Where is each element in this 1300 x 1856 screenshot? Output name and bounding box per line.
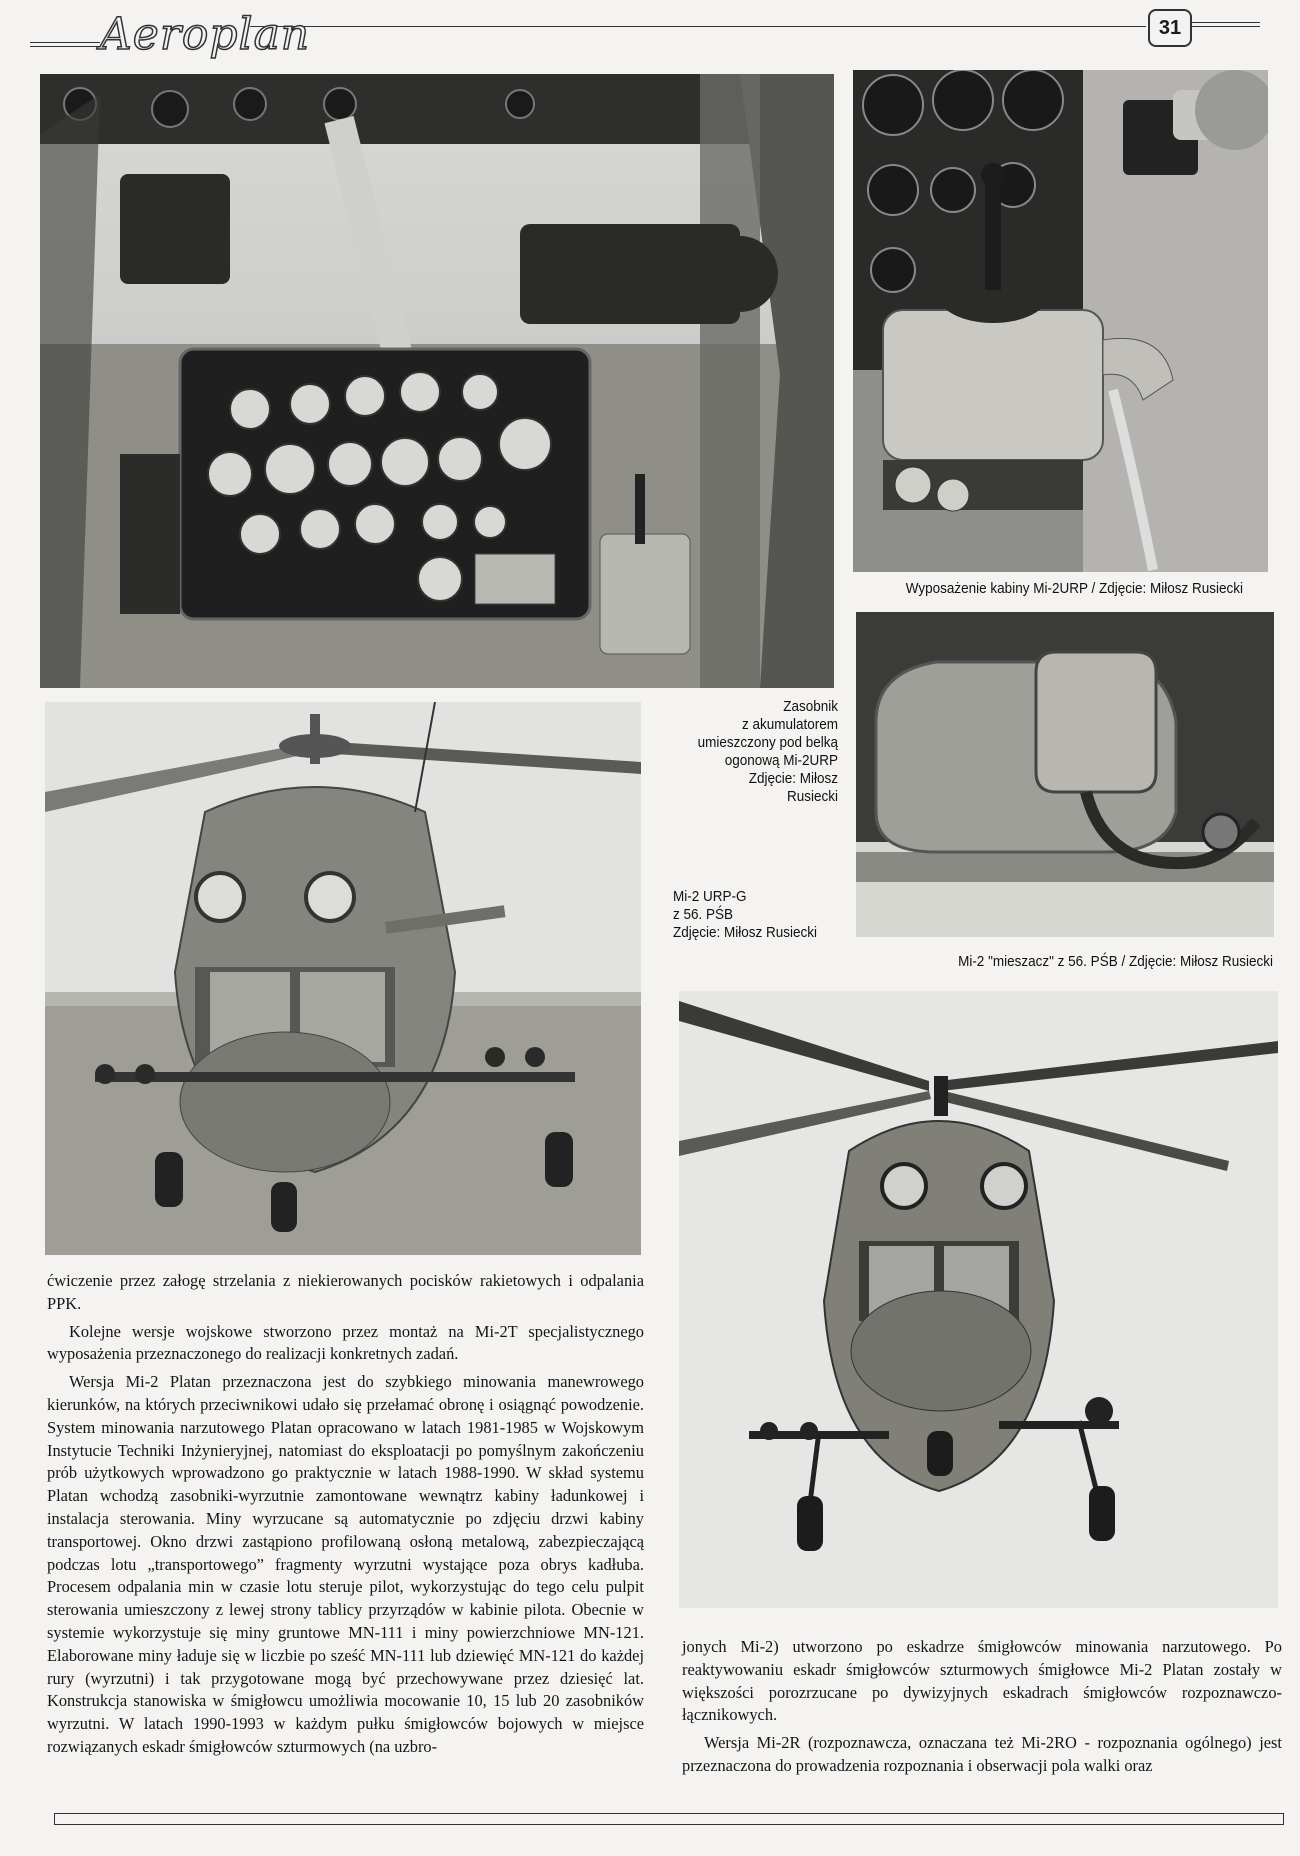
- header-rule-right-2: [1188, 26, 1260, 27]
- page-number: 31: [1148, 9, 1192, 47]
- header-rule-right: [1188, 22, 1260, 23]
- urp-caption-line: Zdjęcie: Miłosz Rusiecki: [673, 924, 818, 941]
- article-column-right: [682, 1636, 1282, 1778]
- cabin-equipment-photo: [853, 70, 1268, 572]
- article-paragraph: jonych Mi-2) utworzono po eskadrze śmigłowców minowania narzutowego. Po reaktywowaniu eskadr śmigłowców szturmowych śmigłowce Mi-2 Platan zostały w większości porozrzucane po dywizyjnych eskadrach śmigłowców rozpoznawczo-łącznikowych.: [682, 1637, 1282, 1725]
- article-paragraph: ćwiczenie przez załogę strzelania z niekierowanych pocisków rakietowych i odpalania PPK.: [47, 1271, 644, 1313]
- container-caption-line: Zasobnik: [783, 698, 838, 715]
- header-rule-left-2: [30, 46, 100, 47]
- container-caption-line: ogonową Mi-2URP: [724, 752, 838, 769]
- cabin-caption: Wyposażenie kabiny Mi-2URP / Zdjęcie: Miłosz Rusiecki: [905, 580, 1243, 597]
- container-caption-line: Rusiecki: [786, 788, 838, 805]
- urp-caption-line: z 56. PŚB: [673, 906, 734, 923]
- urp-caption-line: Mi-2 URP-G: [673, 888, 747, 905]
- article-paragraph: Wersja Mi-2R (rozpoznawcza, oznaczana też Mi-2RO - rozpoznania ogólnego) jest przeznaczona do prowadzenia rozpoznania i obserwacji pola walki oraz: [682, 1733, 1282, 1775]
- container-caption-line: umieszczony pod belką: [697, 734, 838, 751]
- helicopter-ground-photo: [45, 702, 641, 1255]
- article-paragraph: Wersja Mi-2 Platan przeznaczona jest do szybkiego minowania manewrowego kierunków, na których przeciwnikowi udało się przełamać obronę i osiągnąć powodzenie. System minowania narzutowego Platan opracowano w latach 1981-1985 w Wojskowym Instytucie Techniki Inżynieryjnej, natomiast do eksploatacji po pomyślnym zakończeniu prób użytkowych wprowadzono go praktycznie w latach 1988-1990. W skład systemu Platan wchodzą zasobniki-wyrzutnie zamontowane wewnątrz kabiny ładunkowej i instalacja sterowania. Miny wyrzucane są automatycznie po zdjęciu drzwi kabiny transportowej. Okno drzwi zastąpiono profilowaną osłoną metalową, zabezpieczającą podczas lotu „transportowego” fragmenty wyrzutni wystające poza obrys kadłuba. Procesem odpalania min w czasie lotu steruje pilot, wykorzystując do tego celu pulpit sterowania umieszczony z lewej strony tablicy przyrządów w kabinie pilota. Obecnie w systemie wykorzystuje się miny gruntowe MN-111 i miny powierzchniowe MN-121. Elaborowane miny ładuje się w liczbie po sześć MN-111 lub dziewięć MN-121 do każdej rury (wyrzutni) i tak przygotowane mogą być przechowywane przez dziesięć lat. Konstrukcja stanowiska w śmigłowcu umożliwia mocowanie 10, 15 lub 20 zasobników wyrzutni. W latach 1990-1993 w każdym pułku śmigłowców bojowych w miejsce rozwiązanych eskadr śmigłowców szturmowych (na uzbro-: [47, 1372, 644, 1756]
- helicopter-flight-photo: [679, 991, 1278, 1608]
- footer-bar: [54, 1813, 1284, 1825]
- header-rule: [250, 26, 1146, 27]
- container-caption: [678, 698, 838, 806]
- magazine-logo: Aeroplan: [100, 9, 311, 60]
- article-paragraph: Kolejne wersje wojskowe stworzono przez montaż na Mi-2T specjalistycznego wyposażenia przeznaczonego do realizacji konkretnych zadań.: [47, 1321, 644, 1364]
- mieszacz-caption: Mi-2 "mieszacz" z 56. PŚB / Zdjęcie: Miłosz Rusiecki: [958, 953, 1273, 970]
- article-column-left: [47, 1270, 644, 1759]
- container-caption-line: Zdjęcie: Miłosz: [748, 770, 838, 787]
- header-rule-left: [30, 42, 100, 43]
- cockpit-photo: [40, 74, 834, 688]
- container-caption-line: z akumulatorem: [741, 716, 838, 733]
- battery-container-photo: [856, 612, 1274, 937]
- urp-caption: [673, 888, 835, 942]
